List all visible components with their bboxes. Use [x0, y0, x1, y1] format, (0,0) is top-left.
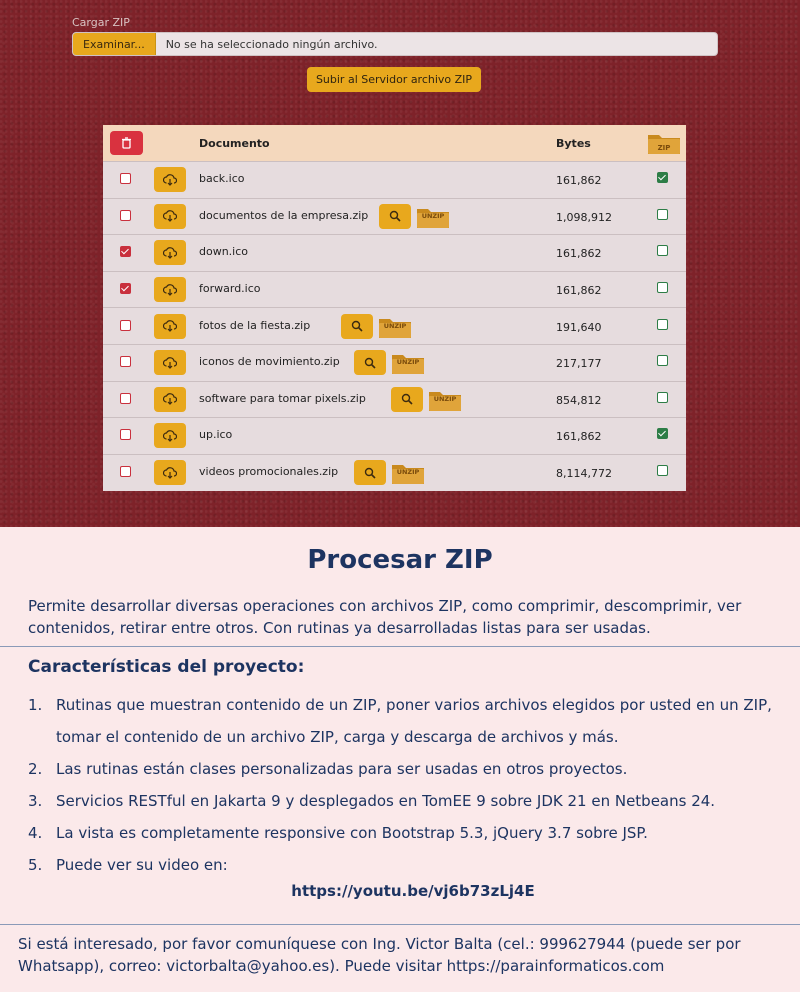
- browse-button[interactable]: Examinar...: [73, 33, 156, 55]
- zip-select-checkbox[interactable]: [657, 355, 668, 366]
- file-name: documentos de la empresa.zip: [199, 208, 369, 222]
- cloud-download-icon: [163, 284, 177, 296]
- feature-item: [28, 785, 776, 817]
- table-header: [103, 125, 686, 161]
- feature-text: Rutinas que muestran contenido de un ZIP, poner varios archivos elegidos por usted en un ZIP, tomar el contenido de un archivo ZIP, carga y descarga de archivos y más.: [56, 696, 772, 746]
- cloud-download-icon: [163, 467, 177, 479]
- file-bytes: 854,812: [556, 393, 602, 407]
- column-document: Documento: [199, 136, 270, 150]
- file-name: iconos de movimiento.zip: [199, 355, 340, 369]
- unzip-button[interactable]: [378, 315, 412, 343]
- select-checkbox[interactable]: [120, 246, 131, 257]
- download-button[interactable]: [154, 277, 186, 302]
- table-row: [103, 454, 686, 491]
- table-row: [103, 381, 686, 418]
- search-icon: [351, 320, 363, 332]
- file-bytes: 161,862: [556, 174, 602, 188]
- divider: [0, 646, 800, 647]
- select-checkbox[interactable]: [120, 173, 131, 184]
- page-title: Procesar ZIP: [307, 545, 493, 575]
- divider: [0, 924, 800, 925]
- zip-button[interactable]: [647, 131, 681, 159]
- table-row: [103, 198, 686, 235]
- file-bytes: 191,640: [556, 320, 602, 334]
- unzip-label: UNZIP: [384, 321, 407, 330]
- cloud-download-icon: [163, 430, 177, 442]
- cloud-download-icon: [163, 247, 177, 259]
- table-row: [103, 344, 686, 381]
- view-contents-button[interactable]: [354, 460, 386, 485]
- search-icon: [364, 357, 376, 369]
- zip-select-checkbox[interactable]: [657, 172, 668, 183]
- feature-number: 1.: [28, 696, 43, 714]
- unzip-label: UNZIP: [433, 394, 457, 403]
- unzip-label: UNZIP: [396, 358, 420, 367]
- table-row: [103, 161, 686, 198]
- file-name: videos promocionales.zip: [199, 465, 339, 479]
- download-button[interactable]: [154, 350, 186, 375]
- table-row: [103, 234, 686, 271]
- select-checkbox[interactable]: [120, 320, 131, 331]
- zip-select-checkbox[interactable]: [657, 319, 668, 330]
- feature-item: [28, 849, 776, 881]
- select-checkbox[interactable]: [120, 393, 131, 404]
- select-checkbox[interactable]: [120, 429, 131, 440]
- file-name: forward.ico: [199, 282, 261, 296]
- zip-icon-text: ZIP: [657, 144, 671, 152]
- download-button[interactable]: [154, 240, 186, 265]
- select-checkbox[interactable]: [120, 466, 131, 477]
- select-checkbox[interactable]: [120, 210, 131, 221]
- file-bytes: 1,098,912: [556, 210, 612, 224]
- cloud-download-icon: [163, 210, 177, 222]
- file-bytes: 8,114,772: [556, 467, 612, 481]
- video-link[interactable]: https://youtu.be/vj6b73zLj4E: [291, 882, 535, 900]
- unzip-button[interactable]: [416, 205, 450, 233]
- unzip-folder-icon: [416, 205, 450, 229]
- table-row: [103, 307, 686, 344]
- feature-text: Las rutinas están clases personalizadas para ser usadas en otros proyectos.: [56, 760, 628, 778]
- files-table: [103, 125, 686, 491]
- feature-number: 4.: [28, 824, 43, 842]
- feature-number: 3.: [28, 792, 43, 810]
- contact-text: Si está interesado, por favor comuníquese con Ing. Victor Balta (cel.: 999627944 (puede ser por Whatsapp), correo: victorbalta@yahoo.es). Puede visitar https://parainformaticos.com: [18, 935, 741, 975]
- features-title: Características del proyecto:: [28, 657, 305, 677]
- column-bytes: Bytes: [556, 136, 591, 150]
- download-button[interactable]: [154, 314, 186, 339]
- cloud-download-icon: [163, 357, 177, 369]
- file-status-text: No se ha seleccionado ningún archivo.: [165, 37, 378, 51]
- unzip-folder-icon: [378, 315, 412, 339]
- upload-label: Cargar ZIP: [72, 16, 130, 29]
- file-name: down.ico: [199, 245, 249, 259]
- cloud-download-icon: [163, 174, 177, 186]
- feature-number: 2.: [28, 760, 43, 778]
- zip-select-checkbox[interactable]: [657, 392, 668, 403]
- file-input[interactable]: [72, 32, 718, 56]
- zip-folder-icon: [647, 131, 681, 155]
- view-contents-button[interactable]: [391, 387, 423, 412]
- delete-button[interactable]: [110, 131, 143, 155]
- trash-icon: [121, 137, 132, 149]
- feature-text: La vista es completamente responsive con Bootstrap 5.3, jQuery 3.7 sobre JSP.: [56, 824, 648, 842]
- zip-select-checkbox[interactable]: [657, 209, 668, 220]
- file-name: up.ico: [199, 428, 233, 442]
- unzip-folder-icon: [391, 461, 425, 485]
- search-icon: [364, 467, 376, 479]
- download-button[interactable]: [154, 423, 186, 448]
- download-button[interactable]: [154, 387, 186, 412]
- select-checkbox[interactable]: [120, 283, 131, 294]
- search-icon: [401, 393, 413, 405]
- table-row: [103, 417, 686, 454]
- table-row: [103, 271, 686, 308]
- feature-number: 5.: [28, 856, 43, 874]
- zip-select-checkbox[interactable]: [657, 282, 668, 293]
- view-contents-button[interactable]: [354, 350, 386, 375]
- unzip-folder-icon: [391, 351, 425, 375]
- cloud-download-icon: [163, 393, 177, 405]
- search-icon: [389, 210, 401, 222]
- feature-item: [28, 753, 776, 785]
- file-bytes: 217,177: [556, 357, 602, 371]
- download-button[interactable]: [154, 204, 186, 229]
- file-name: back.ico: [199, 172, 245, 186]
- unzip-button[interactable]: [391, 461, 425, 489]
- unzip-folder-icon: [428, 388, 462, 412]
- download-button[interactable]: [154, 167, 186, 192]
- feature-text: Puede ver su video en:: [56, 856, 228, 874]
- zip-select-checkbox[interactable]: [657, 428, 668, 439]
- zip-select-checkbox[interactable]: [657, 465, 668, 476]
- feature-item: [28, 689, 776, 753]
- select-checkbox[interactable]: [120, 356, 131, 367]
- feature-item: [28, 817, 776, 849]
- unzip-button[interactable]: [428, 388, 462, 416]
- unzip-label: UNZIP: [421, 211, 444, 220]
- unzip-button[interactable]: [391, 351, 425, 379]
- download-button[interactable]: [154, 460, 186, 485]
- zip-select-checkbox[interactable]: [657, 245, 668, 256]
- file-name: fotos de la fiesta.zip: [199, 318, 311, 332]
- cloud-download-icon: [163, 320, 177, 332]
- view-contents-button[interactable]: [379, 204, 411, 229]
- view-contents-button[interactable]: [341, 314, 373, 339]
- unzip-label: UNZIP: [396, 468, 420, 477]
- file-bytes: 161,862: [556, 284, 602, 298]
- file-name: software para tomar pixels.zip: [199, 391, 366, 405]
- description: Permite desarrollar diversas operaciones con archivos ZIP, como comprimir, descomprimir, ver contenidos, retirar entre otros. Con rutinas ya desarrolladas listas para ser usadas.: [28, 597, 742, 637]
- file-bytes: 161,862: [556, 430, 602, 444]
- file-bytes: 161,862: [556, 247, 602, 261]
- feature-text: Servicios RESTful en Jakarta 9 y desplegados en TomEE 9 sobre JDK 21 en Netbeans 24.: [56, 792, 716, 810]
- upload-zip-button[interactable]: Subir al Servidor archivo ZIP: [307, 67, 481, 92]
